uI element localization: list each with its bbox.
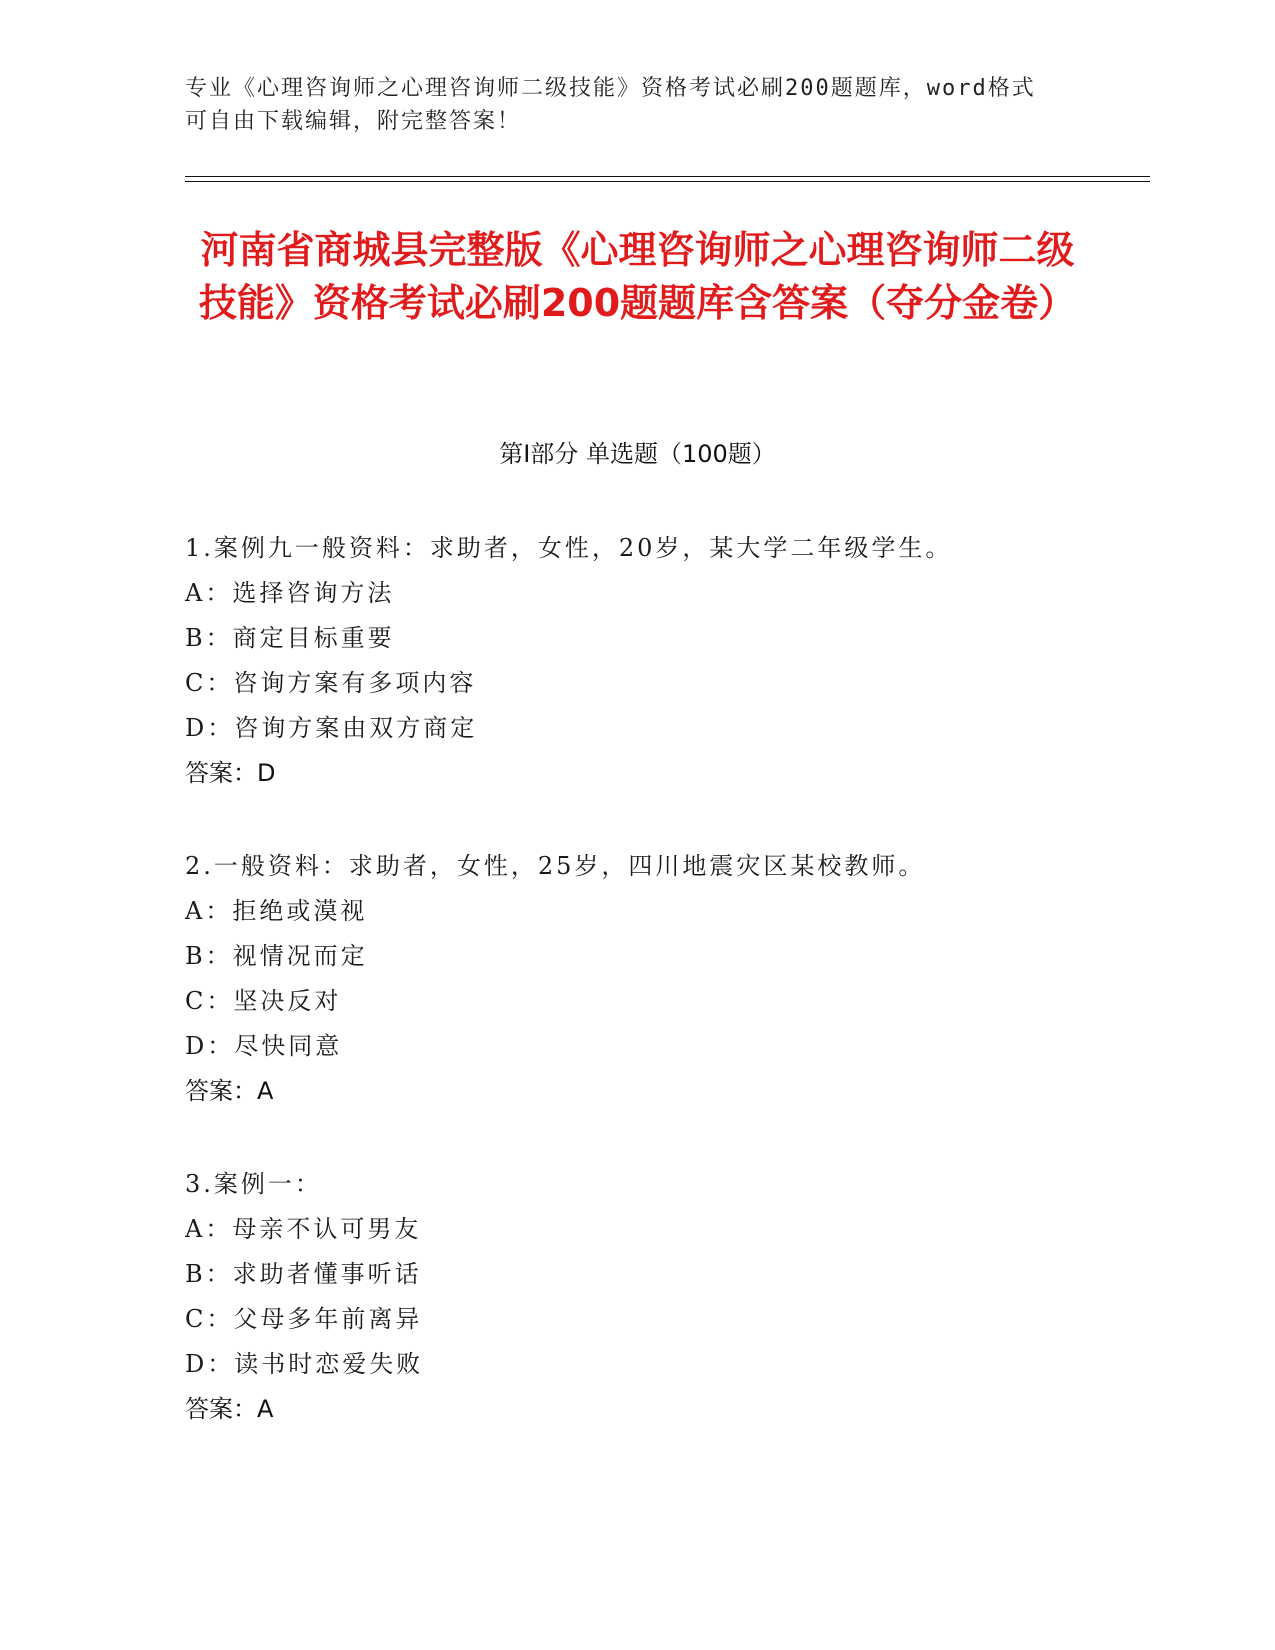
question-answer: 答案：A	[185, 1077, 274, 1105]
question-option-c: C：坚决反对	[185, 987, 342, 1015]
question-option-d: D：尽快同意	[185, 1032, 343, 1060]
question-option-a: A：拒绝或漠视	[185, 897, 368, 925]
question-option-c: C：父母多年前离异	[185, 1305, 423, 1333]
section-heading: 第Ⅰ部分 单选题（100题）	[499, 440, 776, 468]
header-note	[185, 72, 1065, 138]
question-item	[185, 844, 1125, 1114]
question-stem: 3.案例一：	[185, 1170, 322, 1198]
header-divider-bottom	[185, 181, 1150, 182]
question-answer: 答案：A	[185, 1395, 274, 1423]
question-option-b: B：商定目标重要	[185, 624, 395, 652]
question-stem: 2.一般资料：求助者，女性，25岁，四川地震灾区某校教师。	[185, 852, 926, 880]
question-option-c: C：咨询方案有多项内容	[185, 669, 477, 697]
question-option-a: A：母亲不认可男友	[185, 1215, 422, 1243]
header-note-line-1: 专业《心理咨询师之心理咨询师二级技能》资格考试必刷200题题库，word格式	[185, 76, 1036, 101]
question-answer: 答案：D	[185, 759, 276, 787]
question-option-b: B：求助者懂事听话	[185, 1260, 422, 1288]
header-divider-top	[185, 176, 1150, 177]
question-item	[185, 1162, 1125, 1432]
question-item	[185, 526, 1125, 796]
question-option-d: D：读书时恋爱失败	[185, 1350, 424, 1378]
question-stem: 1.案例九一般资料：求助者，女性，20岁，某大学二年级学生。	[185, 534, 953, 562]
header-note-line-2: 可自由下载编辑，附完整答案！	[185, 109, 522, 134]
question-option-a: A：选择咨询方法	[185, 579, 395, 607]
document-title: 河南省商城县完整版《心理咨询师之心理咨询师二级技能》资格考试必刷200题题库含答案（夺分金卷）	[198, 228, 1077, 325]
question-option-b: B：视情况而定	[185, 942, 368, 970]
question-option-d: D：咨询方案由双方商定	[185, 714, 478, 742]
